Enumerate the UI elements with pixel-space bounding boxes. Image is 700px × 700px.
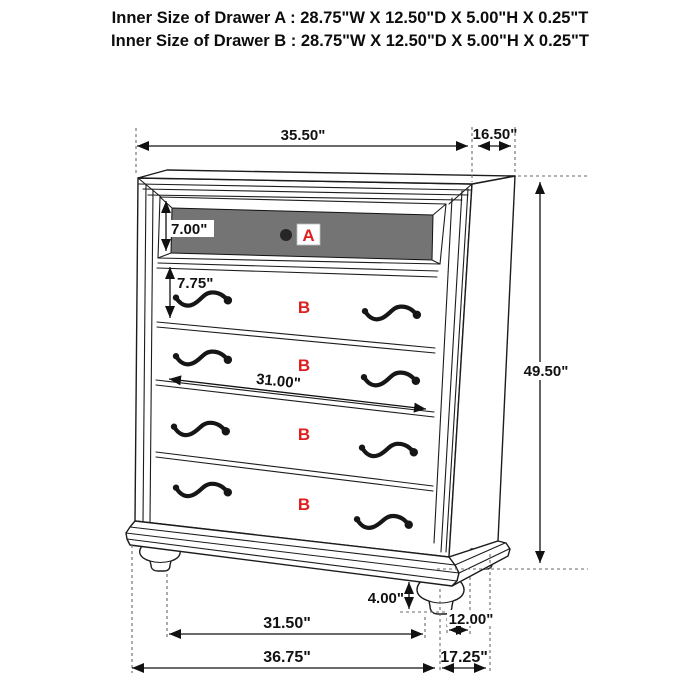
dimension-side-leg-span-label: 12.00" <box>448 611 494 628</box>
header <box>111 9 589 50</box>
header-line-drawer-b: Inner Size of Drawer B : 28.75"W X 12.50"D X 5.00"H X 0.25"T <box>111 32 589 50</box>
dimension-top-depth-label: 16.50" <box>472 126 518 143</box>
dimension-front-leg-span-label: 31.50" <box>263 615 311 632</box>
dimension-drawer-b-height-label: 7.75" <box>177 275 214 292</box>
dimension-leg-height-label: 4.00" <box>367 590 404 607</box>
drawer-b1-label: B <box>297 298 311 317</box>
dimension-top-depth <box>473 126 518 146</box>
dimension-overall-height <box>519 182 573 563</box>
header-line-drawer-a: Inner Size of Drawer A : 28.75"W X 12.50"D X 5.00"H X 0.25"T <box>111 9 589 27</box>
drawer-a-label: A <box>302 226 315 245</box>
dimension-front-leg-span <box>169 615 423 634</box>
dimension-overall-width <box>132 649 435 668</box>
dimension-side-leg-span <box>447 610 496 630</box>
drawer-b2-label: B <box>297 356 311 375</box>
dimension-inner-width-label: 31.00" <box>255 370 302 393</box>
dimension-drawer-a-height-label: 7.00" <box>171 221 208 238</box>
dimension-top-width <box>137 127 468 146</box>
dimension-overall-depth <box>440 649 488 668</box>
drawer-b4-label: B <box>297 495 311 514</box>
drawer-a-knob-icon <box>280 229 292 241</box>
dimension-overall-depth-label: 17.25" <box>440 649 488 666</box>
dimension-top-width-label: 35.50" <box>280 127 326 144</box>
dimension-overall-width-label: 36.75" <box>263 649 311 666</box>
drawer-b3-label: B <box>297 425 311 444</box>
dimension-leg-height <box>368 582 409 609</box>
dimension-overall-height-label: 49.50" <box>523 363 569 380</box>
